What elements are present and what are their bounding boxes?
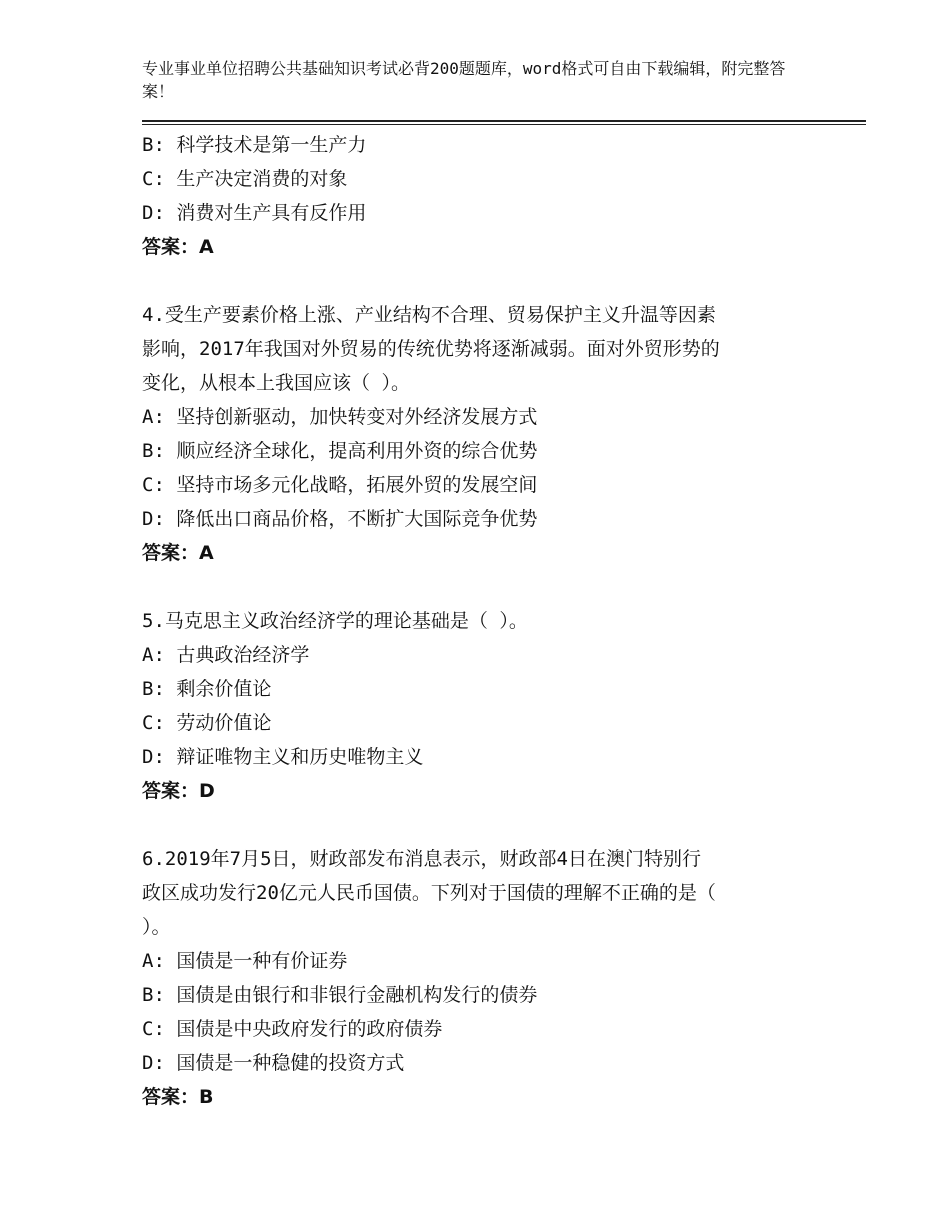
question-stem-line: 变化，从根本上我国应该（ ）。 — [142, 372, 410, 394]
option-b: B: 顺应经济全球化，提高利用外资的综合优势 — [142, 440, 538, 462]
option-d: D: 国债是一种稳健的投资方式 — [142, 1052, 405, 1074]
option-c: C: 生产决定消费的对象 — [142, 168, 348, 190]
document-header — [142, 57, 792, 103]
option-c: C: 劳动价值论 — [142, 712, 272, 734]
question-4 — [142, 298, 812, 570]
option-a: A: 古典政治经济学 — [142, 644, 310, 666]
header-rule-thick — [142, 120, 866, 122]
option-d: D: 降低出口商品价格，不断扩大国际竞争优势 — [142, 508, 538, 530]
option-c: C: 国债是中央政府发行的政府债券 — [142, 1018, 443, 1040]
question-stem-line: 4.受生产要素价格上涨、产业结构不合理、贸易保护主义升温等因素 — [142, 304, 716, 326]
answer: 答案：A — [142, 236, 214, 258]
option-b: B: 剩余价值论 — [142, 678, 272, 700]
option-b: B: 科学技术是第一生产力 — [142, 134, 367, 156]
answer: 答案：D — [142, 780, 215, 802]
answer: 答案：B — [142, 1086, 214, 1108]
header-title: 专业事业单位招聘公共基础知识考试必背200题题库，word格式可自由下载编辑，附完整答案！ — [142, 59, 786, 101]
question-stem-line: 政区成功发行20亿元人民币国债。下列对于国债的理解不正确的是（ — [142, 882, 716, 904]
question-stem-line: 影响，2017年我国对外贸易的传统优势将逐渐减弱。面对外贸形势的 — [142, 338, 720, 360]
option-b: B: 国债是由银行和非银行金融机构发行的债券 — [142, 984, 538, 1006]
option-d: D: 消费对生产具有反作用 — [142, 202, 367, 224]
option-a: A: 坚持创新驱动，加快转变对外经济发展方式 — [142, 406, 538, 428]
question-list — [142, 128, 812, 1114]
header-rule-thin — [142, 124, 866, 125]
question-5 — [142, 604, 812, 808]
question-stem-line: 6.2019年7月5日，财政部发布消息表示，财政部4日在澳门特别行 — [142, 848, 701, 870]
answer: 答案：A — [142, 542, 214, 564]
question-stem-line: ）。 — [142, 916, 171, 938]
question-6 — [142, 842, 812, 1114]
question-stem-line: 5.马克思主义政治经济学的理论基础是（ ）。 — [142, 610, 528, 632]
option-a: A: 国债是一种有价证券 — [142, 950, 348, 972]
option-d: D: 辩证唯物主义和历史唯物主义 — [142, 746, 424, 768]
question-3 — [142, 128, 812, 264]
option-c: C: 坚持市场多元化战略，拓展外贸的发展空间 — [142, 474, 538, 496]
